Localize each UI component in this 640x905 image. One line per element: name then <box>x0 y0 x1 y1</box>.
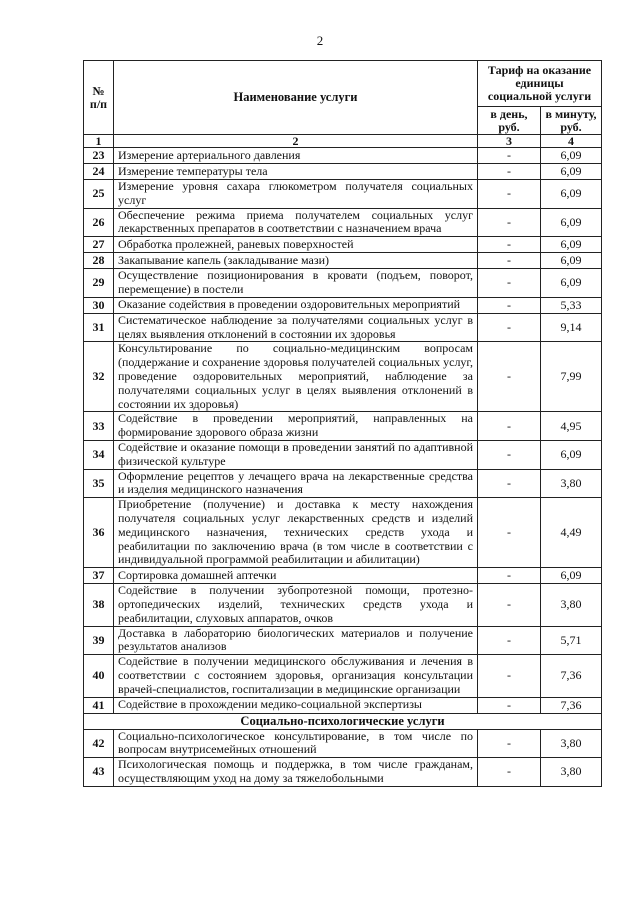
table-row <box>84 758 602 787</box>
row-number: 42 <box>84 729 114 758</box>
service-name: Измерение артериального давления <box>114 148 478 164</box>
tariff-per-day: - <box>478 180 541 209</box>
service-name: Консультирование по социально-медицинским вопросам (поддержание и сохранение здоровья получателей социальных услуг, проведение оздоровительных мероприятий, наблюдение за получателями социальных услуг в целях выявления отклонений в состоянии их здоровья) <box>114 342 478 412</box>
tariff-per-day: - <box>478 313 541 342</box>
service-name: Содействие в получении зубопротезной помощи, протезно-ортопедических изделий, технических средств ухода и реабилитации, слуховых аппаратов, очков <box>114 584 478 626</box>
tariff-per-minute: 6,09 <box>541 208 602 237</box>
tariff-per-day: - <box>478 269 541 298</box>
tariff-per-day: - <box>478 584 541 626</box>
page-number: 2 <box>316 33 324 48</box>
tariff-per-day: - <box>478 655 541 697</box>
tariff-per-minute: 4,49 <box>541 498 602 568</box>
table-row <box>84 655 602 697</box>
row-number: 33 <box>84 412 114 441</box>
section-title: Социально-психологические услуги <box>84 713 602 729</box>
header-per-day: в день, руб. <box>478 107 541 135</box>
service-name: Измерение уровня сахара глюкометром получателя социальных услуг <box>114 180 478 209</box>
tariff-per-day: - <box>478 164 541 180</box>
tariff-per-minute: 7,99 <box>541 342 602 412</box>
service-name: Доставка в лабораторию биологических материалов и получение результатов анализов <box>114 626 478 655</box>
tariff-per-day: - <box>478 697 541 713</box>
row-number: 36 <box>84 498 114 568</box>
row-number: 40 <box>84 655 114 697</box>
table-row <box>84 498 602 568</box>
tariff-per-minute: 6,09 <box>541 568 602 584</box>
row-number: 30 <box>84 297 114 313</box>
service-name: Содействие в проведении мероприятий, направленных на формирование здорового образа жизни <box>114 412 478 441</box>
tariff-per-day: - <box>478 342 541 412</box>
row-number: 35 <box>84 469 114 498</box>
tariff-per-day: - <box>478 253 541 269</box>
row-number: 31 <box>84 313 114 342</box>
tariff-per-minute: 4,95 <box>541 412 602 441</box>
tariff-per-minute: 6,09 <box>541 253 602 269</box>
table-row <box>84 164 602 180</box>
column-index-row <box>84 135 602 148</box>
service-name: Осуществление позиционирования в кровати (подъем, поворот, перемещение) в постели <box>114 269 478 298</box>
tariff-per-minute: 3,80 <box>541 469 602 498</box>
row-number: 28 <box>84 253 114 269</box>
table-row <box>84 584 602 626</box>
service-name: Содействие в получении медицинского обслуживания и лечения в соответствии с состоянием здоровья, организация консультации врачей-специалистов, госпитализации в медицинские организации <box>114 655 478 697</box>
service-name: Содействие в прохождении медико-социальной экспертизы <box>114 697 478 713</box>
header-service-name: Наименование услуги <box>114 61 478 135</box>
service-name: Психологическая помощь и поддержка, в том числе гражданам, осуществляющим уход на дому за тяжелобольными <box>114 758 478 787</box>
row-number: 38 <box>84 584 114 626</box>
tariff-per-day: - <box>478 498 541 568</box>
tariff-per-day: - <box>478 469 541 498</box>
table-row <box>84 313 602 342</box>
section-row <box>84 713 602 729</box>
tariff-per-day: - <box>478 729 541 758</box>
tariff-per-minute: 7,36 <box>541 697 602 713</box>
service-name: Социально-психологическое консультирование, в том числе по вопросам внутрисемейных отношений <box>114 729 478 758</box>
row-number: 37 <box>84 568 114 584</box>
tariff-per-minute: 6,09 <box>541 148 602 164</box>
table-row <box>84 729 602 758</box>
row-number: 32 <box>84 342 114 412</box>
column-index: 2 <box>114 135 478 148</box>
service-name: Измерение температуры тела <box>114 164 478 180</box>
tariff-per-minute: 3,80 <box>541 758 602 787</box>
tariff-table <box>83 60 602 787</box>
table-row <box>84 626 602 655</box>
row-number: 25 <box>84 180 114 209</box>
table-row <box>84 342 602 412</box>
tariff-per-minute: 5,71 <box>541 626 602 655</box>
tariff-per-day: - <box>478 237 541 253</box>
tariff-per-day: - <box>478 148 541 164</box>
table-row <box>84 412 602 441</box>
row-number: 23 <box>84 148 114 164</box>
table-row <box>84 253 602 269</box>
service-name: Содействие и оказание помощи в проведении занятий по адаптивной физической культуре <box>114 440 478 469</box>
table-row <box>84 208 602 237</box>
service-name: Систематическое наблюдение за получателями социальных услуг в целях выявления отклонений в состоянии их здоровья <box>114 313 478 342</box>
tariff-per-minute: 7,36 <box>541 655 602 697</box>
column-index: 3 <box>478 135 541 148</box>
tariff-per-day: - <box>478 412 541 441</box>
service-name: Сортировка домашней аптечки <box>114 568 478 584</box>
row-number: 39 <box>84 626 114 655</box>
tariff-per-day: - <box>478 440 541 469</box>
table-row <box>84 269 602 298</box>
tariff-per-day: - <box>478 758 541 787</box>
tariff-per-minute: 3,80 <box>541 729 602 758</box>
table-row <box>84 180 602 209</box>
tariff-per-day: - <box>478 208 541 237</box>
row-number: 41 <box>84 697 114 713</box>
row-number: 29 <box>84 269 114 298</box>
service-name: Обработка пролежней, раневых поверхностей <box>114 237 478 253</box>
tariff-per-minute: 6,09 <box>541 164 602 180</box>
service-name: Закапывание капель (закладывание мази) <box>114 253 478 269</box>
column-index: 1 <box>84 135 114 148</box>
tariff-per-day: - <box>478 568 541 584</box>
table-row <box>84 297 602 313</box>
tariff-per-day: - <box>478 297 541 313</box>
row-number: 34 <box>84 440 114 469</box>
tariff-per-minute: 9,14 <box>541 313 602 342</box>
table-row <box>84 697 602 713</box>
tariff-per-minute: 3,80 <box>541 584 602 626</box>
table-row <box>84 148 602 164</box>
tariff-per-minute: 6,09 <box>541 237 602 253</box>
table-row <box>84 237 602 253</box>
service-name: Обеспечение режима приема получателем социальных услуг лекарственных препаратов в соответствии с назначением врача <box>114 208 478 237</box>
table-row <box>84 440 602 469</box>
row-number: 27 <box>84 237 114 253</box>
service-name: Оформление рецептов у лечащего врача на лекарственные средства и изделия медицинского назначения <box>114 469 478 498</box>
header-tariff: Тариф на оказание единицы социальной услуги <box>478 61 602 107</box>
tariff-per-minute: 6,09 <box>541 180 602 209</box>
table-row <box>84 568 602 584</box>
header-per-minute: в минуту, руб. <box>541 107 602 135</box>
service-name: Приобретение (получение) и доставка к месту нахождения получателя социальных услуг лекарственных средств и изделий медицинского назначения, технических средств ухода и реабилитации по заключению врача (в том числе в соответствии с индивидуальной программой реабилитации и абилитации) <box>114 498 478 568</box>
tariff-per-minute: 6,09 <box>541 269 602 298</box>
row-number: 24 <box>84 164 114 180</box>
header-num: № п/п <box>84 61 114 135</box>
table-row <box>84 469 602 498</box>
row-number: 43 <box>84 758 114 787</box>
tariff-per-day: - <box>478 626 541 655</box>
tariff-per-minute: 5,33 <box>541 297 602 313</box>
service-name: Оказание содействия в проведении оздоровительных мероприятий <box>114 297 478 313</box>
tariff-per-minute: 6,09 <box>541 440 602 469</box>
column-index: 4 <box>541 135 602 148</box>
row-number: 26 <box>84 208 114 237</box>
